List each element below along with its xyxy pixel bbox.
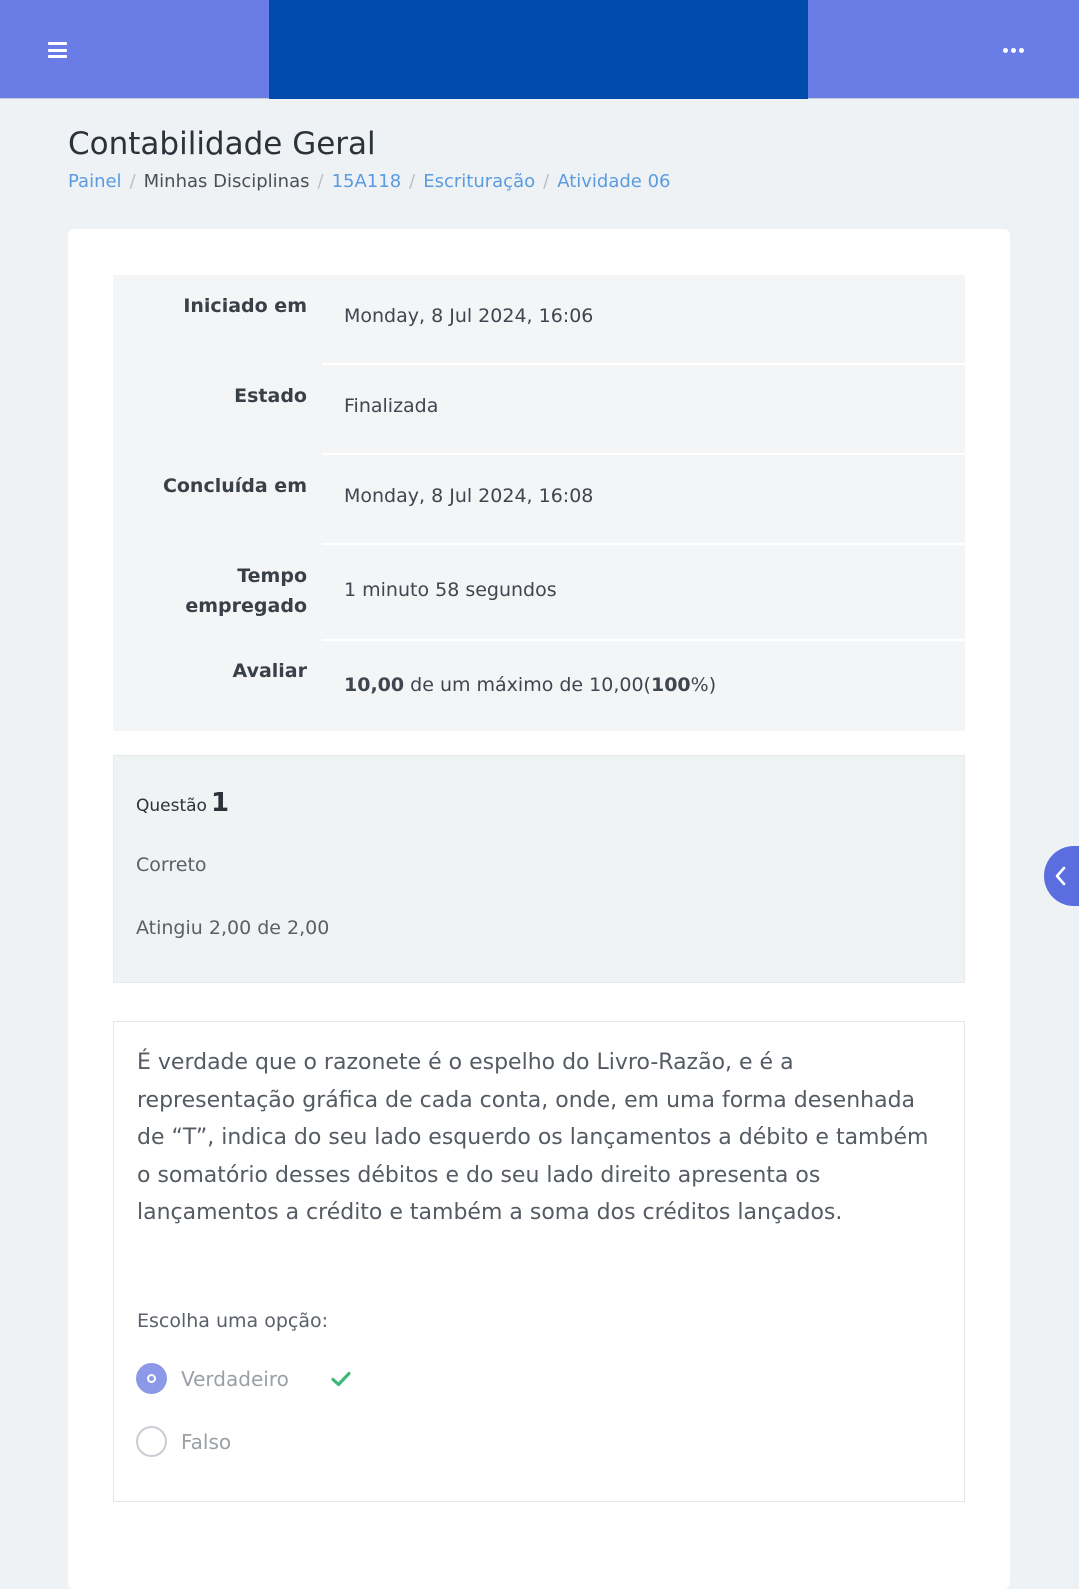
grade-end: %): [690, 674, 717, 696]
time-label: [113, 561, 307, 621]
option-falso[interactable]: [136, 1426, 231, 1457]
question-grade: Atingiu 2,00 de 2,00: [136, 917, 330, 939]
chevron-left-icon: [1053, 865, 1067, 887]
question-number-value: 1: [210, 788, 230, 818]
breadcrumb: [68, 171, 671, 192]
summary-row-completed: [113, 455, 965, 545]
state-label: Estado: [234, 385, 307, 407]
breadcrumb-separator: /: [409, 171, 416, 192]
menu-button[interactable]: [34, 30, 80, 70]
time-label-line2: empregado: [185, 595, 307, 617]
page-title: Contabilidade Geral: [68, 126, 376, 162]
logo-area[interactable]: [269, 0, 808, 99]
breadcrumb-minhas-disciplinas: Minhas Disciplinas: [143, 171, 310, 192]
state-value-cell: [322, 365, 965, 455]
grade-value: [344, 674, 716, 696]
breadcrumb-painel[interactable]: Painel: [68, 171, 122, 192]
question-info-panel: [113, 755, 965, 983]
radio-verdadeiro[interactable]: [136, 1363, 167, 1394]
grade-percent: 100: [650, 674, 691, 696]
more-options-button[interactable]: [990, 30, 1036, 70]
option-verdadeiro[interactable]: [136, 1363, 351, 1394]
hamburger-icon: [48, 42, 67, 58]
grade-value-cell: [322, 641, 965, 731]
summary-row-time: [113, 545, 965, 641]
radio-falso[interactable]: [136, 1426, 167, 1457]
completed-label: Concluída em: [162, 475, 307, 497]
question-label: Questão: [136, 796, 207, 816]
check-icon: [331, 1371, 351, 1387]
breadcrumb-separator: /: [317, 171, 324, 192]
time-value: 1 minuto 58 segundos: [344, 579, 557, 601]
summary-row-started: [113, 275, 965, 365]
summary-row-state: [113, 365, 965, 455]
state-value: Finalizada: [344, 395, 439, 417]
answer-prompt: Escolha uma opção:: [137, 1310, 329, 1332]
breadcrumb-section[interactable]: Escrituração: [423, 171, 536, 192]
top-navbar: [0, 0, 1079, 99]
time-value-cell: [322, 545, 965, 641]
summary-row-grade: [113, 641, 965, 731]
started-value-cell: [322, 275, 965, 365]
grade-score: 10,00: [344, 674, 405, 696]
drawer-toggle-button[interactable]: [1044, 846, 1079, 906]
grade-label: Avaliar: [232, 660, 307, 682]
option-label-falso: Falso: [181, 1429, 232, 1454]
question-state: Correto: [136, 854, 207, 876]
breadcrumb-separator: /: [129, 171, 136, 192]
time-label-line1: Tempo: [237, 565, 307, 587]
breadcrumb-activity[interactable]: Atividade 06: [557, 171, 671, 192]
question-number: [136, 788, 229, 818]
option-label-verdadeiro: Verdadeiro: [181, 1366, 289, 1391]
attempt-summary-table: [113, 275, 965, 731]
started-value: Monday, 8 Jul 2024, 16:06: [344, 305, 594, 327]
question-content: [113, 1021, 965, 1502]
completed-value: Monday, 8 Jul 2024, 16:08: [344, 485, 594, 507]
breadcrumb-course-code[interactable]: 15A118: [331, 171, 402, 192]
grade-middle: de um máximo de 10,00(: [404, 674, 651, 696]
question-text: É verdade que o razonete é o espelho do Livro-Razão, e é a representação gráfica de cada conta, onde, em uma forma desenhada de “T”, indica do seu lado esquerdo os lançamentos a débito e também o somatório desses débitos e do seu lado direito apresenta os lançamentos a crédito e também a soma dos créditos lançados.: [137, 1050, 929, 1226]
completed-value-cell: [322, 455, 965, 545]
ellipsis-icon: [1003, 48, 1024, 53]
started-label: Iniciado em: [183, 295, 307, 317]
breadcrumb-separator: /: [543, 171, 550, 192]
